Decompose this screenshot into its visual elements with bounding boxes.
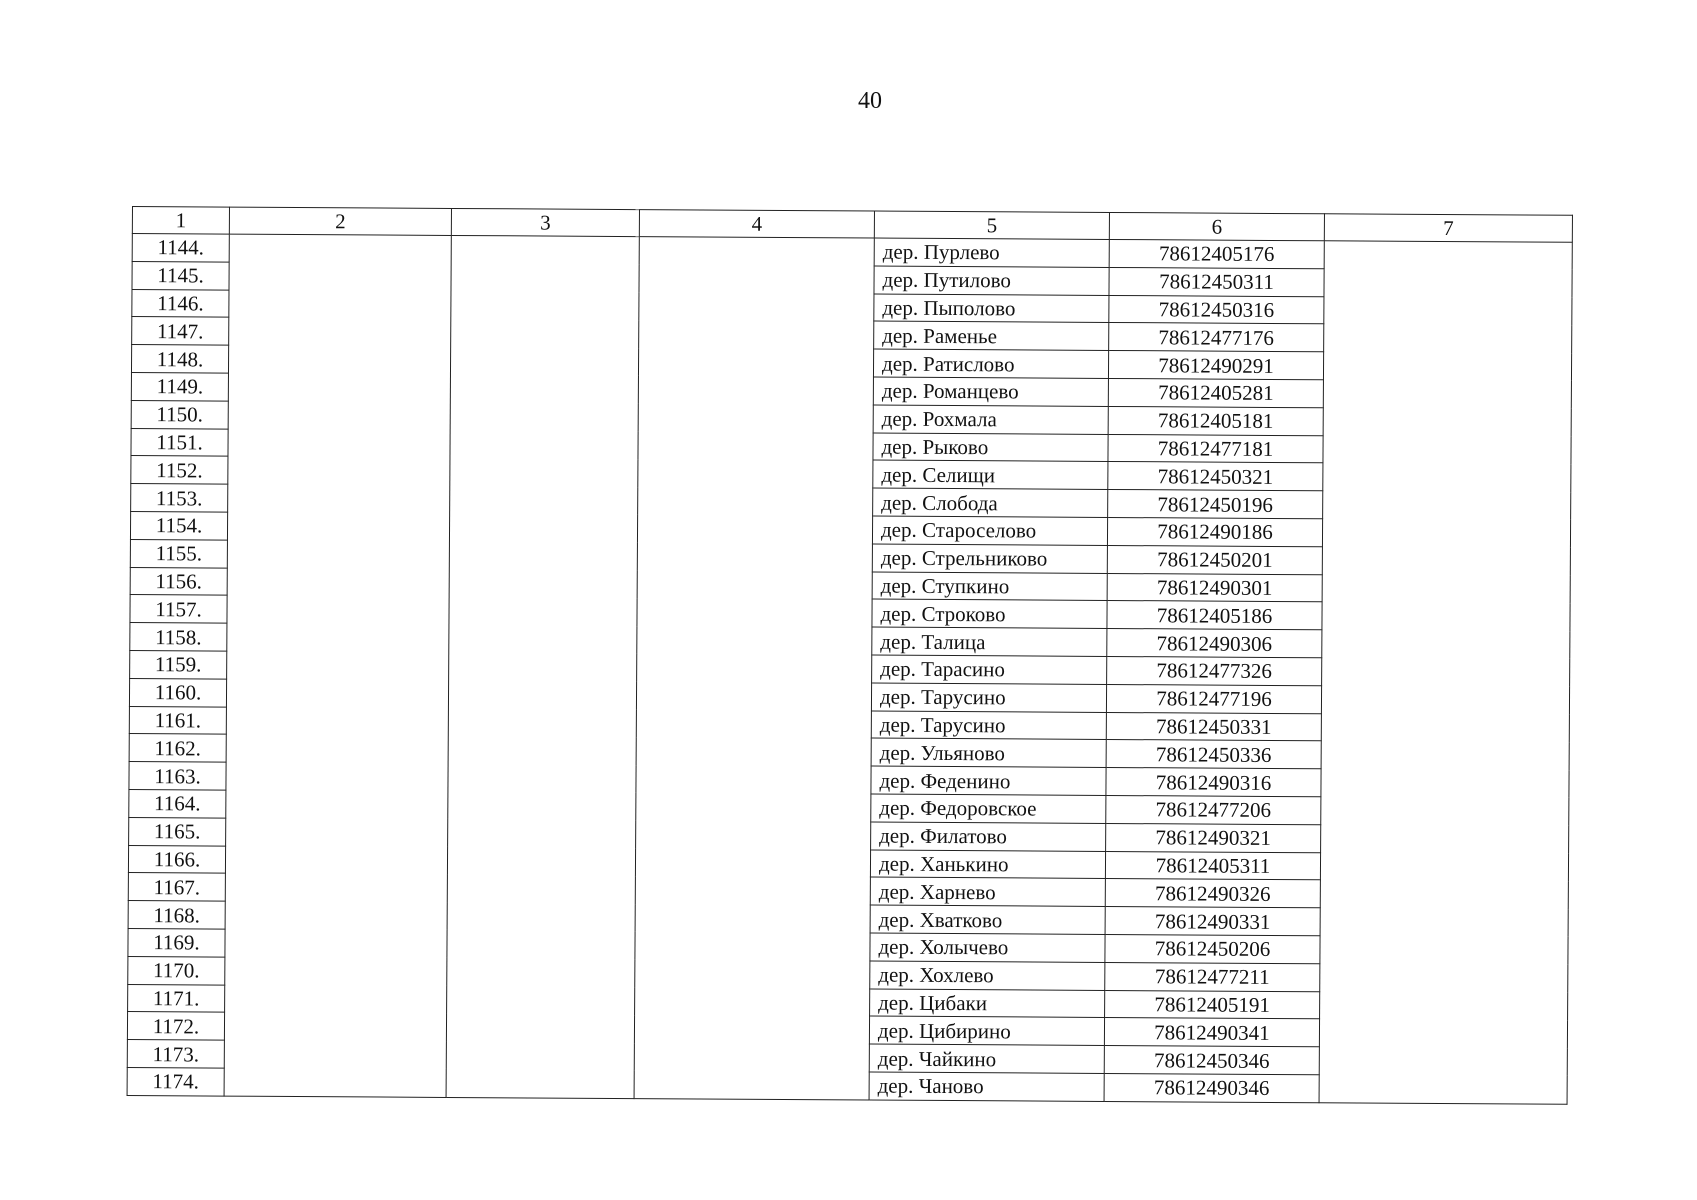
settlement-name: дер. Тарусино bbox=[871, 683, 1106, 712]
settlement-name: дер. Харнево bbox=[870, 877, 1105, 906]
row-number: 1147. bbox=[132, 317, 229, 345]
oktmo-code: 78612405281 bbox=[1108, 378, 1323, 407]
settlement-name: дер. Цибирино bbox=[869, 1016, 1104, 1045]
column-header-6: 6 bbox=[1109, 212, 1324, 240]
settlement-name: дер. Талица bbox=[872, 627, 1107, 656]
column-header-1: 1 bbox=[132, 207, 229, 235]
settlement-name: дер. Путилово bbox=[874, 266, 1109, 295]
settlement-name: дер. Федоровское bbox=[871, 794, 1106, 823]
column-header-5: 5 bbox=[874, 211, 1109, 239]
row-number: 1173. bbox=[127, 1040, 224, 1068]
oktmo-code: 78612450196 bbox=[1108, 490, 1323, 519]
row-number: 1146. bbox=[132, 289, 229, 317]
row-number: 1170. bbox=[128, 956, 225, 984]
table-body bbox=[127, 234, 1572, 1104]
settlement-name: дер. Хватково bbox=[870, 905, 1105, 934]
row-number: 1150. bbox=[131, 400, 228, 428]
row-number: 1154. bbox=[130, 511, 227, 539]
row-number: 1151. bbox=[131, 428, 228, 456]
row-number: 1145. bbox=[132, 261, 229, 289]
oktmo-code: 78612490321 bbox=[1106, 823, 1321, 852]
oktmo-code: 78612490291 bbox=[1108, 351, 1323, 380]
settlement-name: дер. Ханькино bbox=[870, 850, 1105, 879]
oktmo-code: 78612477211 bbox=[1105, 962, 1320, 991]
settlement-name: дер. Ульяново bbox=[871, 738, 1106, 767]
oktmo-code: 78612490306 bbox=[1107, 629, 1322, 658]
settlements-table bbox=[127, 206, 1573, 1104]
row-number: 1149. bbox=[131, 372, 228, 400]
settlement-name: дер. Пыполово bbox=[874, 294, 1109, 323]
settlement-name: дер. Тарусино bbox=[871, 711, 1106, 740]
row-number: 1161. bbox=[129, 706, 226, 734]
oktmo-code: 78612405186 bbox=[1107, 601, 1322, 630]
settlement-name: дер. Рохмала bbox=[873, 405, 1108, 434]
settlement-name: дер. Филатово bbox=[871, 822, 1106, 851]
row-number: 1162. bbox=[129, 734, 226, 762]
column-header-7: 7 bbox=[1324, 214, 1572, 243]
row-number: 1168. bbox=[128, 901, 225, 929]
oktmo-code: 78612490346 bbox=[1104, 1073, 1319, 1102]
row-number: 1163. bbox=[129, 762, 226, 790]
oktmo-code: 78612490341 bbox=[1104, 1018, 1319, 1047]
settlement-name: дер. Тарасино bbox=[872, 655, 1107, 684]
settlement-name: дер. Чаново bbox=[869, 1072, 1104, 1101]
column-header-3: 3 bbox=[451, 208, 639, 236]
row-number: 1155. bbox=[130, 539, 227, 567]
oktmo-code: 78612490316 bbox=[1106, 768, 1321, 797]
column-header-4: 4 bbox=[639, 210, 874, 238]
settlement-name: дер. Рыково bbox=[873, 433, 1108, 462]
oktmo-code: 78612490331 bbox=[1105, 907, 1320, 936]
page-number: 40 bbox=[858, 88, 882, 114]
column-4-empty bbox=[634, 237, 874, 1100]
oktmo-code: 78612490326 bbox=[1105, 879, 1320, 908]
oktmo-code: 78612450311 bbox=[1109, 267, 1324, 296]
row-number: 1148. bbox=[131, 345, 228, 373]
settlement-name: дер. Пурлево bbox=[874, 238, 1109, 267]
settlement-name: дер. Селищи bbox=[873, 460, 1108, 489]
oktmo-code: 78612405191 bbox=[1105, 990, 1320, 1019]
oktmo-code: 78612477176 bbox=[1109, 323, 1324, 352]
settlement-name: дер. Чайкино bbox=[869, 1044, 1104, 1073]
column-3-empty bbox=[446, 235, 639, 1098]
oktmo-code: 78612450201 bbox=[1107, 545, 1322, 574]
oktmo-code: 78612450316 bbox=[1109, 295, 1324, 324]
row-number: 1172. bbox=[127, 1012, 224, 1040]
settlement-name: дер. Феденино bbox=[871, 766, 1106, 795]
row-number: 1164. bbox=[129, 789, 226, 817]
row-number: 1156. bbox=[130, 567, 227, 595]
settlement-name: дер. Стрельниково bbox=[872, 544, 1107, 573]
row-number: 1166. bbox=[128, 845, 225, 873]
oktmo-code: 78612450336 bbox=[1106, 740, 1321, 769]
settlement-name: дер. Староселово bbox=[872, 516, 1107, 545]
oktmo-code: 78612405176 bbox=[1109, 239, 1324, 268]
column-7-empty bbox=[1319, 241, 1572, 1104]
row-number: 1169. bbox=[128, 928, 225, 956]
oktmo-code: 78612450346 bbox=[1104, 1046, 1319, 1075]
oktmo-code: 78612450206 bbox=[1105, 934, 1320, 963]
row-number: 1167. bbox=[128, 873, 225, 901]
settlement-name: дер. Цибаки bbox=[870, 989, 1105, 1018]
row-number: 1165. bbox=[129, 817, 226, 845]
column-2-empty bbox=[224, 234, 451, 1097]
settlement-name: дер. Слобода bbox=[873, 488, 1108, 517]
row-number: 1171. bbox=[128, 984, 225, 1012]
oktmo-code: 78612405311 bbox=[1105, 851, 1320, 880]
oktmo-code: 78612477206 bbox=[1106, 795, 1321, 824]
settlement-name: дер. Раменье bbox=[874, 321, 1109, 350]
row-number: 1174. bbox=[127, 1067, 224, 1095]
settlement-name: дер. Холычево bbox=[870, 933, 1105, 962]
oktmo-code: 78612477196 bbox=[1106, 684, 1321, 713]
settlement-name: дер. Строково bbox=[872, 599, 1107, 628]
row-number: 1144. bbox=[132, 234, 229, 262]
oktmo-code: 78612450321 bbox=[1108, 462, 1323, 491]
oktmo-code: 78612477326 bbox=[1107, 656, 1322, 685]
oktmo-code: 78612450331 bbox=[1106, 712, 1321, 741]
oktmo-code: 78612490301 bbox=[1107, 573, 1322, 602]
row-number: 1158. bbox=[130, 623, 227, 651]
settlement-name: дер. Ратислово bbox=[873, 349, 1108, 378]
oktmo-code: 78612477181 bbox=[1108, 434, 1323, 463]
settlement-name: дер. Романцево bbox=[873, 377, 1108, 406]
settlement-name: дер. Хохлево bbox=[870, 961, 1105, 990]
settlement-name: дер. Ступкино bbox=[872, 572, 1107, 601]
row-number: 1159. bbox=[130, 650, 227, 678]
oktmo-code: 78612490186 bbox=[1107, 517, 1322, 546]
row-number: 1157. bbox=[130, 595, 227, 623]
column-header-2: 2 bbox=[229, 207, 451, 235]
row-number: 1152. bbox=[131, 456, 228, 484]
oktmo-code: 78612405181 bbox=[1108, 406, 1323, 435]
row-number: 1160. bbox=[129, 678, 226, 706]
row-number: 1153. bbox=[131, 484, 228, 512]
